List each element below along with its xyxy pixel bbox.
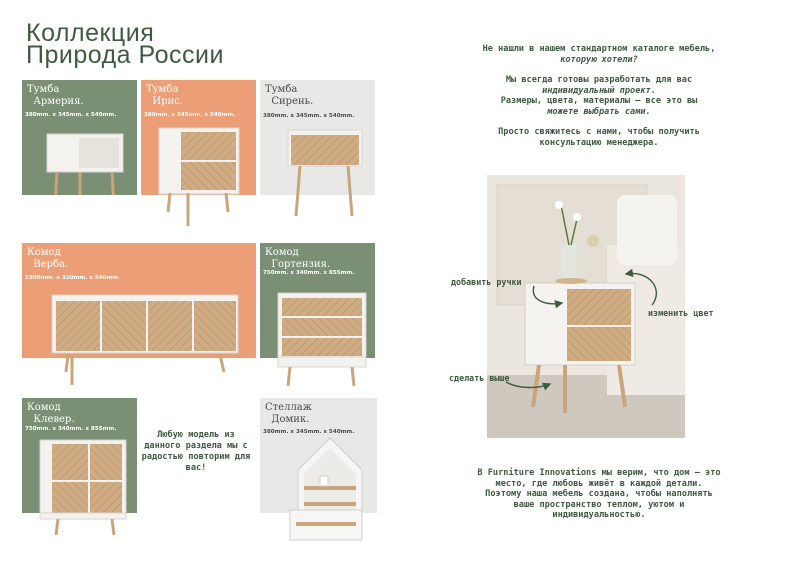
product-title: Комод Гортензия. <box>265 247 331 270</box>
outro-text <box>440 468 758 521</box>
product-card-armeria[interactable] <box>22 80 137 195</box>
product-title: Комод Верба. <box>27 247 69 270</box>
product-card-klever[interactable] <box>22 398 137 513</box>
product-dimensions: 380mm. x 345mm. x 540mm. <box>263 429 355 435</box>
intro-p2: Мы всегда готовы разработать для вас индивидуальный проект. Размеры, цвета, материалы — все это вы можете выбрать сами. <box>500 75 698 117</box>
title-line-2: Природа России <box>26 41 224 69</box>
product-title: Стеллаж Домик. <box>265 402 312 425</box>
nightstand-photo <box>487 175 685 438</box>
product-dimensions: 380mm. x 345mm. x 540mm. <box>263 113 355 119</box>
product-dimensions: 750mm. x 340mm. x 855mm. <box>25 426 117 432</box>
side-note: Любую модель из данного раздела мы с радостью повторим для вас! <box>141 430 251 473</box>
product-card-domik[interactable] <box>260 398 377 513</box>
intro-p1: Не нашли в нашем стандартном каталоге мебель, которую хотели? <box>482 44 716 65</box>
product-title: Тумба Армерия. <box>27 84 84 107</box>
product-title: Тумба Сирень. <box>265 84 314 107</box>
title-line-1: Коллекция <box>26 19 155 47</box>
product-title: Комод Клевер. <box>27 402 75 425</box>
product-title: Тумба Ирис. <box>146 84 183 107</box>
product-dimensions: 380mm. x 345mm. x 540mm. <box>144 112 236 118</box>
intro-text <box>440 44 758 148</box>
outro-p: В Furniture Innovations мы верим, что дом — это место, где любовь живёт в каждой детали. Поэтому наша мебель создана, чтобы наполнять ваше пространство теплом, уютом и индивидуальностью. <box>477 468 721 520</box>
product-card-siren[interactable] <box>260 80 375 195</box>
callout-add-handles: добавить ручки <box>451 277 522 287</box>
product-card-verba[interactable] <box>22 243 256 358</box>
product-card-iris[interactable] <box>141 80 256 195</box>
callout-make-higher: сделать выше <box>449 373 510 383</box>
collection-title <box>26 19 224 69</box>
product-dimensions: 1500mm. x 320mm. x 540mm. <box>25 275 121 281</box>
product-dimensions: 380mm. x 345mm. x 540mm. <box>25 112 117 118</box>
product-card-gortenziya[interactable] <box>260 243 375 358</box>
callout-change-color: изменить цвет <box>648 308 714 318</box>
bedroom-scene-image <box>487 175 685 438</box>
product-dimensions: 750mm. x 340mm. x 855mm. <box>263 270 355 276</box>
intro-p3: Просто свяжитесь с нами, чтобы получить консультацию менеджера. <box>498 127 700 148</box>
